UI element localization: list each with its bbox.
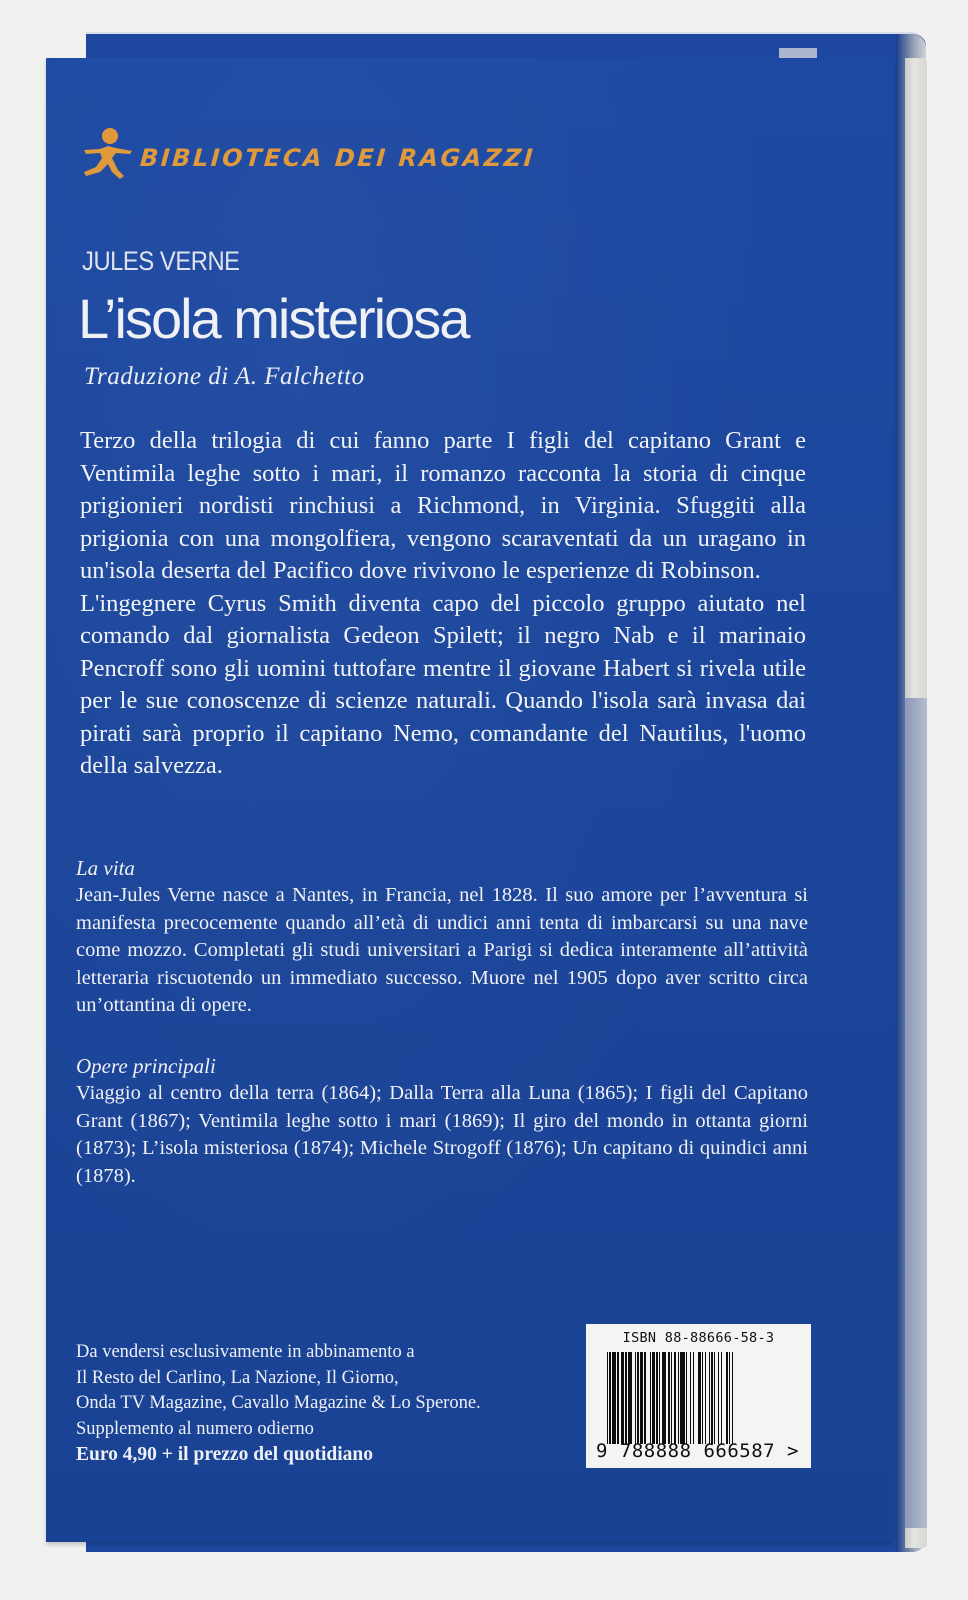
sale-note-line: Onda TV Magazine, Cavallo Magazine & Lo Sperone. [76, 1393, 481, 1414]
page-edge-band [905, 698, 927, 1528]
book-back-cover [46, 58, 894, 1542]
ean-number: 9 788888 666587 > [596, 1440, 799, 1462]
series-logo [80, 124, 535, 184]
sale-note [76, 1340, 576, 1468]
running-child-icon [80, 124, 134, 184]
synopsis-paragraph: Terzo della trilogia di cui fanno parte I figli del capitano Grant e Ventimila leghe sotto i mari, il romanzo racconta la storia di cinque prigionieri nordisti rinchiusi a Richmond, in Virginia. Sfuggiti alla prigionia con una mongolfiera, vengono scaraventati da un uragano in un'isola deserta del Pacifico dove rivivono le esperienze di Robinson. [80, 427, 806, 584]
sale-note-line: Da vendersi esclusivamente in abbinamento a [76, 1342, 415, 1362]
sale-note-line: Il Resto del Carlino, La Nazione, Il Giorno, [76, 1367, 399, 1388]
barcode-label [586, 1324, 811, 1468]
synopsis-paragraph: L'ingegnere Cyrus Smith diventa capo del piccolo gruppo aiutato nel comando dal giornalista Gedeon Spilett; il negro Nab e il marinaio Pencroff sono gli uomini tuttofare mentre il giovane Habert si rivela utile per le sue conoscenze di scienze naturali. Quando l'isola sarà invasa dai pirati sarà proprio il capitano Nemo, comandante del Nautilus, l'uomo della salvezza. [80, 589, 806, 779]
biography-section [76, 855, 808, 1019]
biography-text: Jean-Jules Verne nasce a Nantes, in Francia, nel 1828. Il suo amore per l’avventura si manifesta precocemente quando all’età di undici anni tenta di imbarcarsi su una nave come mozzo. Completati gli studi universitari a Parigi si dedica interamente all’attività letteraria riscuotendo un immediato successo. Muore nel 1905 dopo aver scritto circa un’ottantina di opere. [76, 884, 808, 1017]
book-title: L’isola misteriosa [78, 287, 469, 350]
isbn-number: ISBN 88-88666-58-3 [622, 1330, 775, 1346]
sale-note-line: Supplemento al numero odierno [76, 1418, 314, 1439]
barcode-icon [607, 1352, 791, 1444]
translator-credit: Traduzione di A. Falchetto [84, 363, 365, 390]
page-edge [905, 58, 927, 1548]
works-section [76, 1053, 808, 1190]
works-heading: Opere principali [76, 1054, 216, 1078]
price: Euro 4,90 + il prezzo del quotidiano [76, 1444, 373, 1466]
synopsis [80, 425, 806, 783]
works-text: Viaggio al centro della terra (1864); Dalla Terra alla Luna (1865); I figli del Capitano Grant (1867); Ventimila leghe sotto i mari (1869); Il giro del mondo in ottanta giorni (1873); L’isola misteriosa (1874); Michele Strogoff (1876); Un capitano di quindici anni (1878). [76, 1082, 808, 1187]
series-name: BIBLIOTECA DEI RAGAZZI [139, 144, 537, 172]
author-name: JULES VERNE [82, 246, 240, 276]
biography-heading: La vita [76, 856, 135, 880]
